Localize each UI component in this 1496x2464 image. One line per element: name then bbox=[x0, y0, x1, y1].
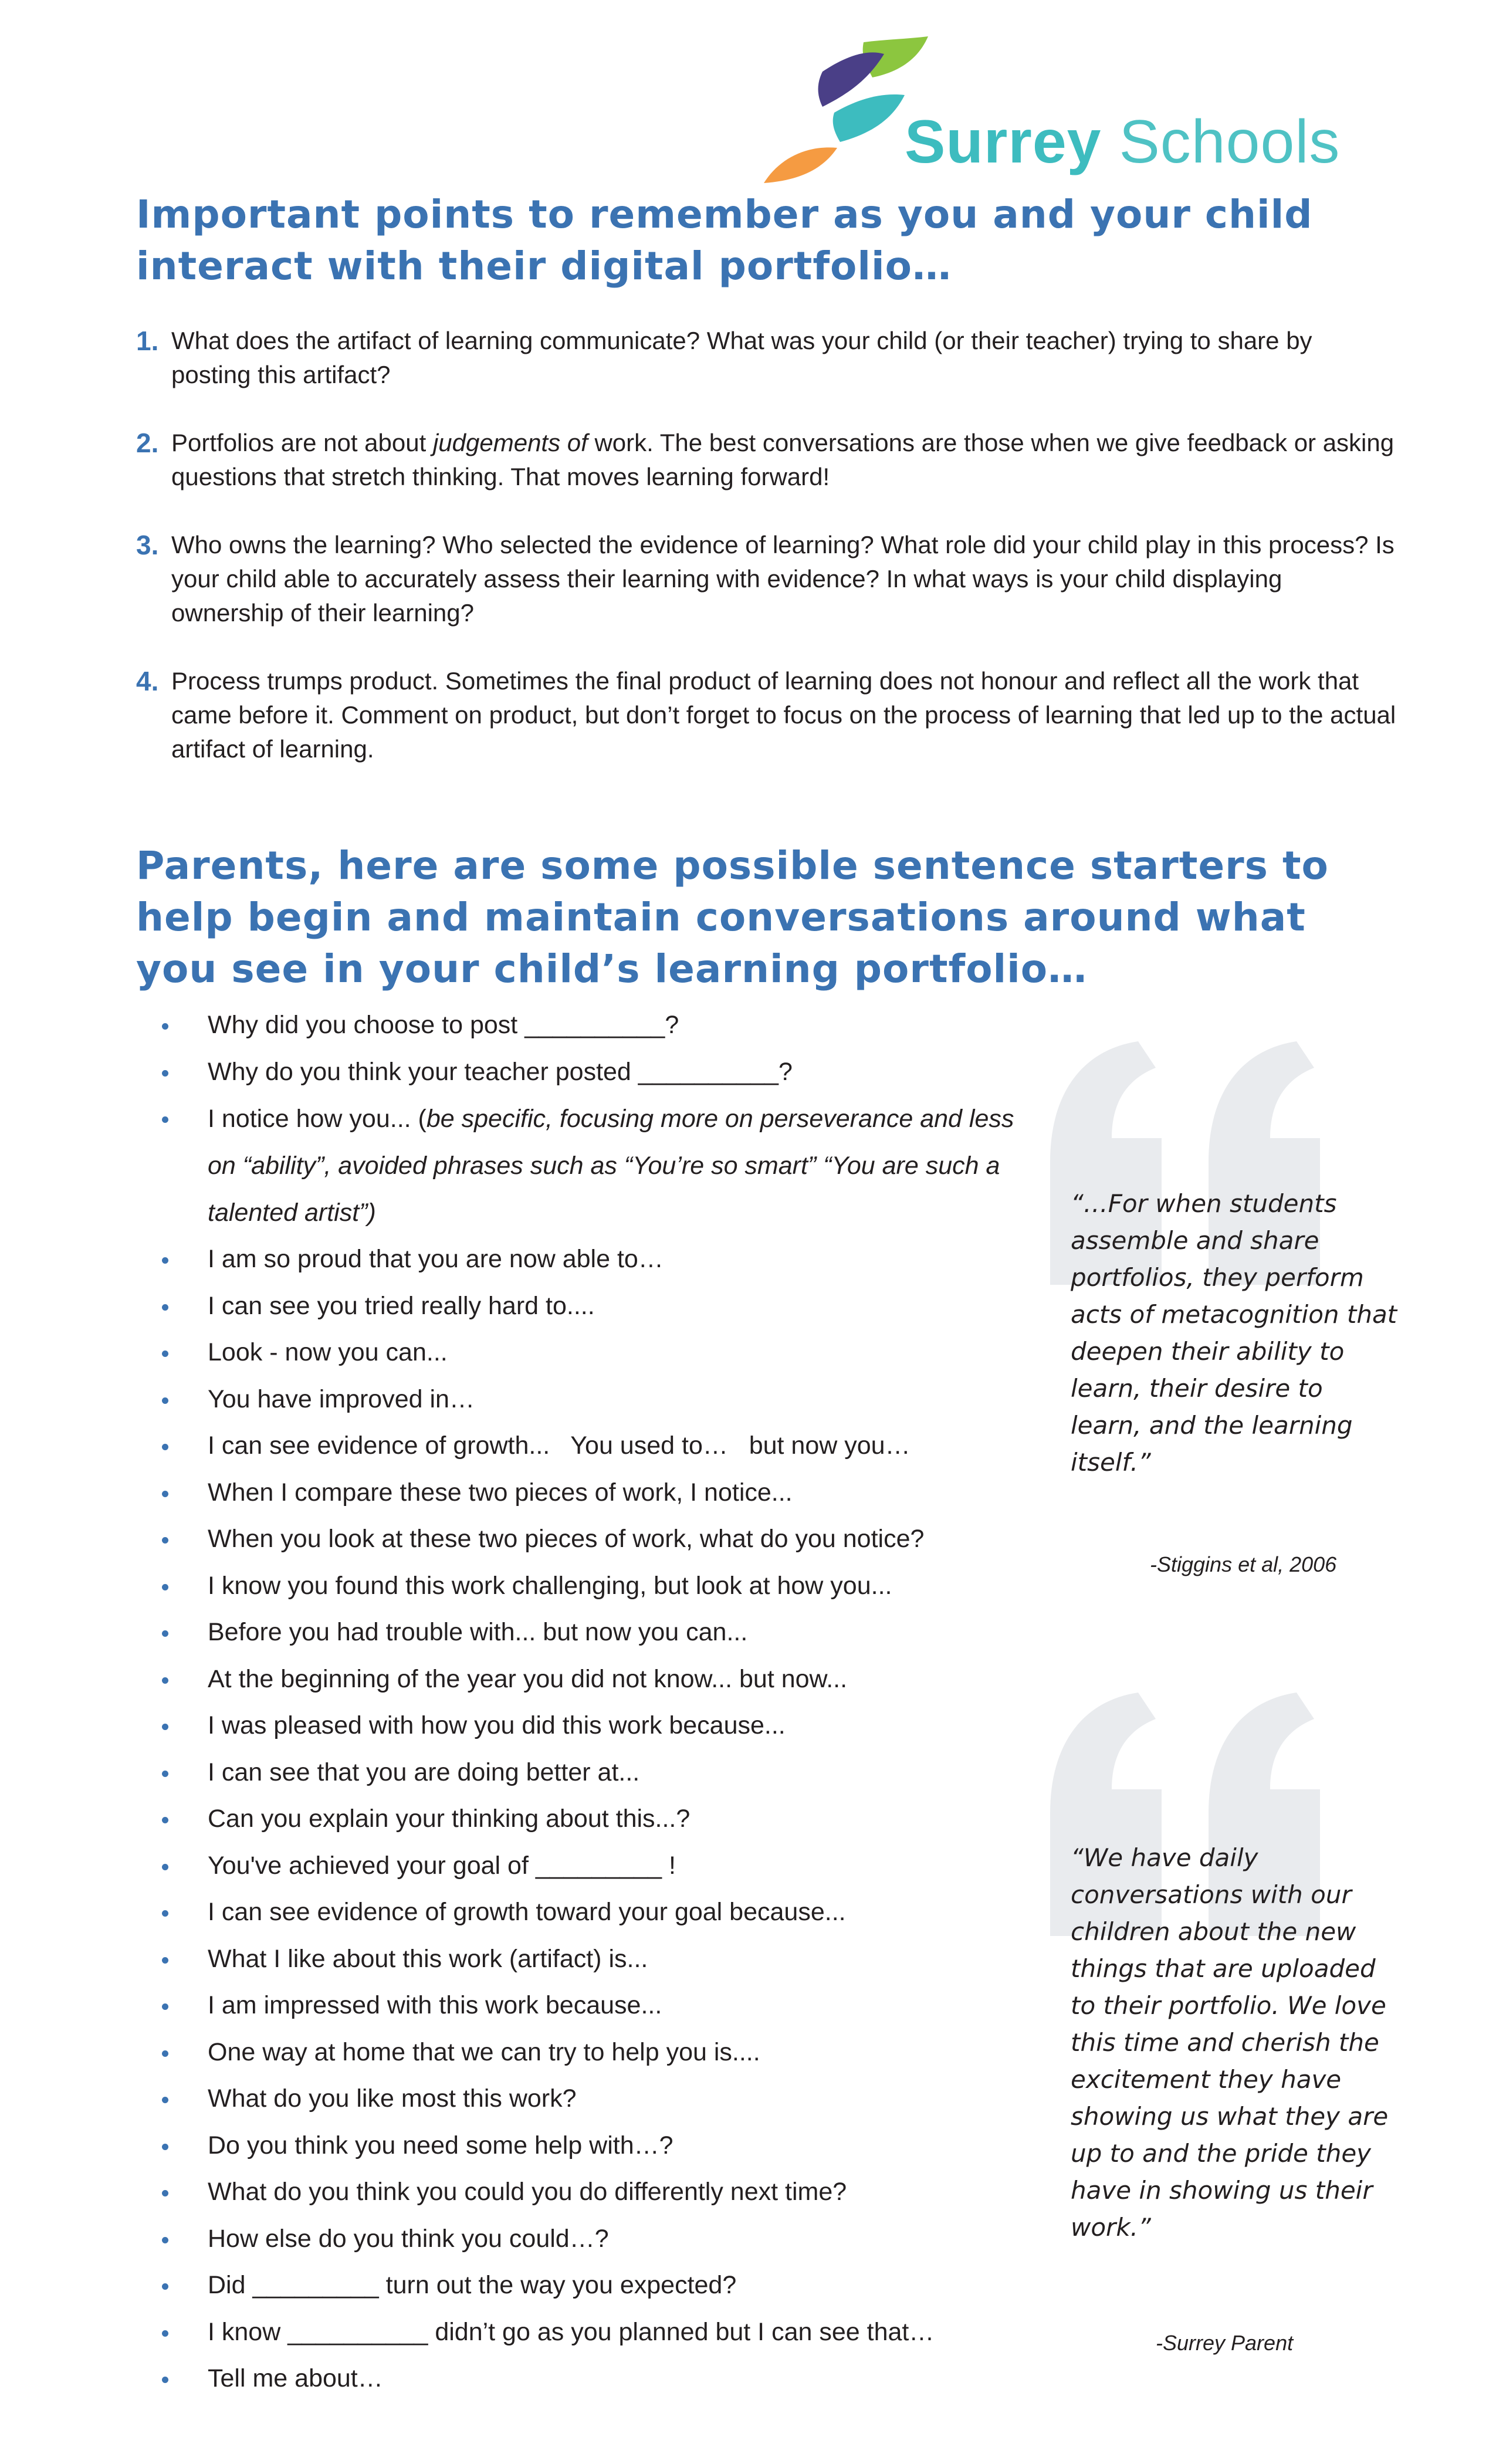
bullet-icon bbox=[162, 2003, 168, 2010]
bullet-icon bbox=[162, 2144, 168, 2150]
item-text: Portfolios are not about judgements of work. The best conversations are those when we give feedback or asking questions that stretch thinking. That moves learning forward! bbox=[171, 429, 1395, 490]
quote-text: “We have daily conversations with our children about the new things that are uploaded to their portfolio. We love this time and cherish the excitement they have showing us what they are up to and the pride they have in showing us their work.” bbox=[1071, 1843, 1389, 2242]
bullet-icon bbox=[162, 2050, 168, 2057]
list-item: I am impressed with this work because... bbox=[158, 1982, 1015, 2029]
list-item: Tell me about… bbox=[158, 2355, 1015, 2402]
item-number: 2. bbox=[136, 428, 159, 458]
item-number: 3. bbox=[136, 530, 159, 560]
list-item: Did _________ turn out the way you expected? bbox=[158, 2262, 1015, 2309]
list-item: Before you had trouble with... but now you can... bbox=[158, 1609, 1015, 1656]
list-item: Do you think you need some help with…? bbox=[158, 2123, 1015, 2169]
bullet-icon bbox=[162, 1537, 168, 1544]
pull-quote-surrey-parent bbox=[1038, 1690, 1414, 2358]
list-item: One way at home that we can try to help you is.... bbox=[158, 2029, 1015, 2076]
list-item: I can see evidence of growth toward your goal because... bbox=[158, 1889, 1015, 1936]
pull-quote-stiggins bbox=[1038, 1038, 1414, 1596]
list-item: Why do you think your teacher posted __________? bbox=[158, 1049, 1015, 1096]
quote-text: “…For when students assemble and share portfolios, they perform acts of metacognition that deepen their ability to learn, their desire to learn, and the learning itself.” bbox=[1071, 1189, 1397, 1477]
item-number: 4. bbox=[136, 666, 159, 696]
list-item bbox=[136, 528, 1397, 630]
list-item: At the beginning of the year you did not know... but now... bbox=[158, 1656, 1015, 1703]
list-item: I notice how you... (be specific, focusing more on perseverance and less on “ability”, avoided phrases such as “You’re so smart” “You are such a talented artist”) bbox=[158, 1095, 1015, 1236]
quote-attribution: -Stiggins et al, 2006 bbox=[1150, 1552, 1337, 1576]
list-item: Can you explain your thinking about this...? bbox=[158, 1796, 1015, 1843]
list-item: What I like about this work (artifact) is... bbox=[158, 1936, 1015, 1983]
logo-wordmark: Surrey Schools bbox=[905, 108, 1341, 176]
quote-attribution: -Surrey Parent bbox=[1156, 2331, 1294, 2355]
bullet-icon bbox=[162, 1304, 168, 1311]
list-item bbox=[136, 426, 1397, 494]
bullet-icon bbox=[162, 1491, 168, 1497]
item-number: 1. bbox=[136, 326, 159, 356]
sentence-starters-list bbox=[158, 1002, 1015, 2402]
list-item: I know __________ didn’t go as you planned but I can see that… bbox=[158, 2309, 1015, 2356]
bullet-icon bbox=[162, 1630, 168, 1637]
bullet-icon bbox=[162, 1351, 168, 1357]
list-item: What do you think you could you do differently next time? bbox=[158, 2169, 1015, 2216]
bullet-icon bbox=[162, 1724, 168, 1730]
list-item: I was pleased with how you did this work because... bbox=[158, 1703, 1015, 1749]
list-item: I know you found this work challenging, but look at how you... bbox=[158, 1563, 1015, 1610]
important-points-list bbox=[136, 324, 1397, 800]
bullet-icon bbox=[162, 1677, 168, 1684]
list-item: I can see you tried really hard to.... bbox=[158, 1283, 1015, 1330]
bullet-icon bbox=[162, 1864, 168, 1870]
list-item: How else do you think you could…? bbox=[158, 2216, 1015, 2263]
section-heading-sentence-starters: Parents, here are some possible sentence starters to help begin and maintain conversations around what you see in your child’s learning portfolio… bbox=[136, 843, 1329, 991]
list-item: When I compare these two pieces of work, I notice... bbox=[158, 1470, 1015, 1517]
list-item: I am so proud that you are now able to… bbox=[158, 1236, 1015, 1283]
surrey-schools-logo bbox=[752, 36, 1386, 189]
bullet-icon bbox=[162, 1910, 168, 1917]
bullet-icon bbox=[162, 1116, 168, 1123]
list-item: Look - now you can... bbox=[158, 1329, 1015, 1376]
bullet-icon bbox=[162, 2283, 168, 2290]
bullet-icon bbox=[162, 1023, 168, 1030]
bullet-icon bbox=[162, 2330, 168, 2337]
bullet-icon bbox=[162, 2097, 168, 2103]
list-item: I can see that you are doing better at... bbox=[158, 1749, 1015, 1796]
list-item: What do you like most this work? bbox=[158, 2076, 1015, 2123]
list-item bbox=[136, 324, 1397, 392]
bullet-icon bbox=[162, 2237, 168, 2243]
list-item bbox=[136, 664, 1397, 766]
bullet-icon bbox=[162, 1957, 168, 1964]
bullet-icon bbox=[162, 2190, 168, 2196]
section-heading-important-points: Important points to remember as you and your child interact with their digital portfolio… bbox=[136, 192, 1313, 289]
bullet-icon bbox=[162, 1771, 168, 1777]
bullet-icon bbox=[162, 1444, 168, 1450]
list-item: You've achieved your goal of _________ ! bbox=[158, 1843, 1015, 1890]
list-item: Why did you choose to post __________? bbox=[158, 1002, 1015, 1049]
bullet-icon bbox=[162, 1257, 168, 1264]
list-item: When you look at these two pieces of work, what do you notice? bbox=[158, 1516, 1015, 1563]
bullet-icon bbox=[162, 2377, 168, 2383]
item-text: Process trumps product. Sometimes the final product of learning does not honour and reflect all the work that came before it. Comment on product, but don’t forget to focus on the process of learning that led up to the actual artifact of learning. bbox=[171, 667, 1396, 763]
list-item: You have improved in… bbox=[158, 1376, 1015, 1423]
list-item: I can see evidence of growth... You used to… but now you… bbox=[158, 1423, 1015, 1470]
item-text: Who owns the learning? Who selected the evidence of learning? What role did your child play in this process? Is your child able to accurately assess their learning with evidence? In what ways is your child displaying ownership of their learning? bbox=[171, 531, 1395, 627]
logo-swoosh-icon bbox=[752, 36, 928, 189]
bullet-icon bbox=[162, 1397, 168, 1404]
bullet-icon bbox=[162, 1070, 168, 1077]
bullet-icon bbox=[162, 1584, 168, 1590]
item-text: What does the artifact of learning communicate? What was your child (or their teacher) trying to share by posting this artifact? bbox=[171, 327, 1312, 388]
bullet-icon bbox=[162, 1817, 168, 1823]
